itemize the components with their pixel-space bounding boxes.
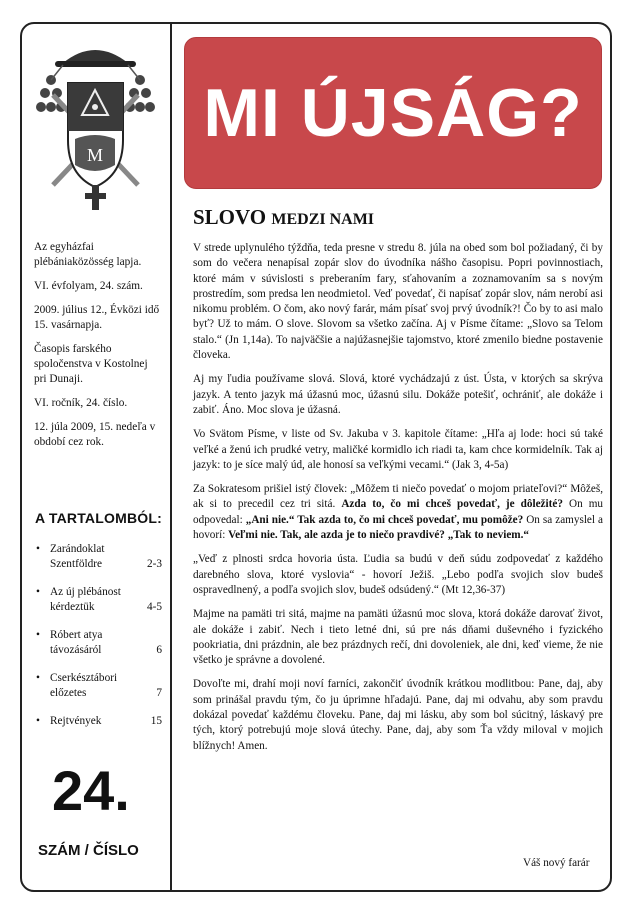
info-line: VI. évfolyam, 24. szám. (34, 280, 143, 292)
info-line: VI. ročník, 24. číslo. (34, 397, 128, 409)
article-title-main: SLOVO (193, 205, 267, 229)
info-line: Az egyházfai plébániaközösség lapja. (34, 241, 142, 268)
paragraph-bold: Azda to, čo mi chceš povedať, je dôležité? (341, 498, 563, 511)
bullet-icon: • (36, 586, 40, 598)
bullet-icon: • (36, 543, 40, 555)
paragraph-text: Za Sokratesom prišiel istý človek: „Môžem ti niečo povedať o mojom priateľovi?“ Môžeš, ak si to precedil cez tri sitá. (193, 483, 603, 511)
toc-item-page: 4-5 (146, 601, 162, 613)
paragraph-text: On sa zamyslel a hovorí: (193, 513, 603, 542)
toc-heading: A TARTALOMBÓL: (35, 510, 162, 526)
paragraph: Aj my ľudia používame slová. Slová, ktoré vychádzajú z úst. Ústa, v ktorých sa skrýva jazyk. A tento jazyk má úžasnú moc, úžasnú silu. Dokáže potešiť, ochrániť, ale dokáže i zabiť. Áno. Moc slova je úžasná. (193, 373, 603, 416)
article-body (193, 241, 603, 763)
article-title (193, 205, 374, 230)
column-divider (170, 22, 172, 892)
paragraph (193, 482, 603, 543)
toc-item-label: Cserkésztábori előzetes (50, 672, 118, 699)
paragraph-text: On mu odpovedal: (193, 498, 604, 526)
parish-coat-of-arms-icon (33, 35, 158, 215)
svg-text:M: M (86, 145, 104, 165)
toc-item (36, 542, 162, 572)
bullet-icon: • (36, 715, 40, 727)
paragraph: Majme na pamäti tri sitá, majme na pamäti úžasnú moc slova, ktorá dokáže darovať život, ale dokáže i zabiť. Nech i tieto letné dni, sú pre nás dňami duševného i fyzického pookriatia, dni prázdnin, ale bez prázdnych rečí, dni dovoleniek, ale dni, keď vieme, že nie všetko je správne a dovolené. (193, 608, 603, 667)
paragraph: Vo Svätom Písme, v liste od Sv. Jakuba v 3. kapitole čítame: „Hľa aj lode: hoci sú také veľké a ženú ich prudké vetry, maličké kormidlo ich riadi ta, kam chce kormidelník. Tak aj jazyk: to je síce malý úd, ale honosí sa veľkými vecami.“ (Jak 3, 4-5a) (193, 428, 603, 471)
paragraph: Dovoľte mi, drahí moji noví farníci, zakončiť úvodník krátkou modlitbou: Pane, daj, aby som prinášal pravdu tým, čo ju úprimne hľadajú. Pane, daj mi odvahu, aby som pravdu dokázal povedať každému človeku. Pane, daj mi lásku, aby som bol súcitný, láskavý pre tých, ktorý potrebujú moje slová útechy. Pane, daj, aby som Ťa vždy miloval v mojich blížnych! Amen. (193, 678, 603, 752)
paragraph-bold: „Ani nie.“ Tak azda to, čo mi chceš povedať, mu pomôže? (245, 513, 524, 526)
info-line: 12. júla 2009, 15. nedeľa v období cez rok. (34, 421, 156, 448)
publication-info (34, 240, 162, 459)
toc-item-label: Zarándoklat Szentföldre (50, 543, 105, 570)
table-of-contents (36, 542, 162, 742)
toc-item-page: 2-3 (146, 558, 162, 570)
toc-item-label: Rejtvények (50, 715, 102, 727)
info-line: 2009. július 12., Évközi idő 15. vasárnapja. (34, 304, 160, 331)
paragraph: V strede uplynulého týždňa, teda presne v stredu 8. júla na obed som bol požiadaný, či by som do večera nenapísal zopár slov do úvodníka nášho časopisu. Popri povinnostiach, ktoré mám v súvislosti s preberaním fary, sťahovaním a zoznamovaním sa s novým prostredím, som predsa len neodmietol. Veď povedať, či napísať zopár slov, nám nerobí asi nikomu problém. O čom, ako nový farár, mám písať svoj prvý úvodník?! Čo by to asi malo byť? Už to mám. O slove. Slovom sa všetko začína. Aj v Písme čítame: „Slovo sa Telom stalo.“ (Jn 1,14a). To najväčšie a najúžasnejšie tajomstvo, ktoré zmenilo biedne postavenie človeka. (193, 242, 603, 362)
toc-item-page: 15 (150, 715, 162, 727)
masthead-banner (184, 37, 602, 189)
issue-label: SZÁM / ČÍSLO (38, 842, 139, 859)
bullet-icon: • (36, 672, 40, 684)
masthead-title: MI ÚJSÁG? (203, 75, 583, 151)
info-line: Časopis farského spoločenstva v Kostolnej pri Dunaji. (34, 343, 148, 385)
toc-item (36, 628, 162, 658)
toc-item-page: 7 (156, 687, 162, 699)
toc-item (36, 671, 162, 701)
issue-number: 24. (52, 759, 130, 822)
paragraph: „Veď z plnosti srdca hovoria ústa. Ľudia sa budú v deň súdu zodpovedať z každého darebného slova, ktoré vyslovia“ - hovorí Ježiš. „Lebo podľa svojich slov budeš ospravedlnený, a podľa svojich slov, budeš odsúdený.“ (Mt 12,36-37) (193, 553, 603, 596)
bullet-icon: • (36, 629, 40, 641)
paragraph-bold: Veľmi nie. Tak, ale azda je to niečo pravdivé? „Tak to neviem.“ (228, 529, 530, 542)
toc-item-label: Róbert atya távozásáról (50, 629, 103, 656)
toc-item-page: 6 (156, 644, 162, 656)
signature: Váš nový farár (523, 857, 590, 869)
toc-item (36, 585, 162, 615)
toc-item (36, 714, 162, 729)
toc-item-label: Az új plébánost kérdeztük (50, 586, 121, 613)
article-title-sub: MEDZI NAMI (271, 211, 375, 228)
